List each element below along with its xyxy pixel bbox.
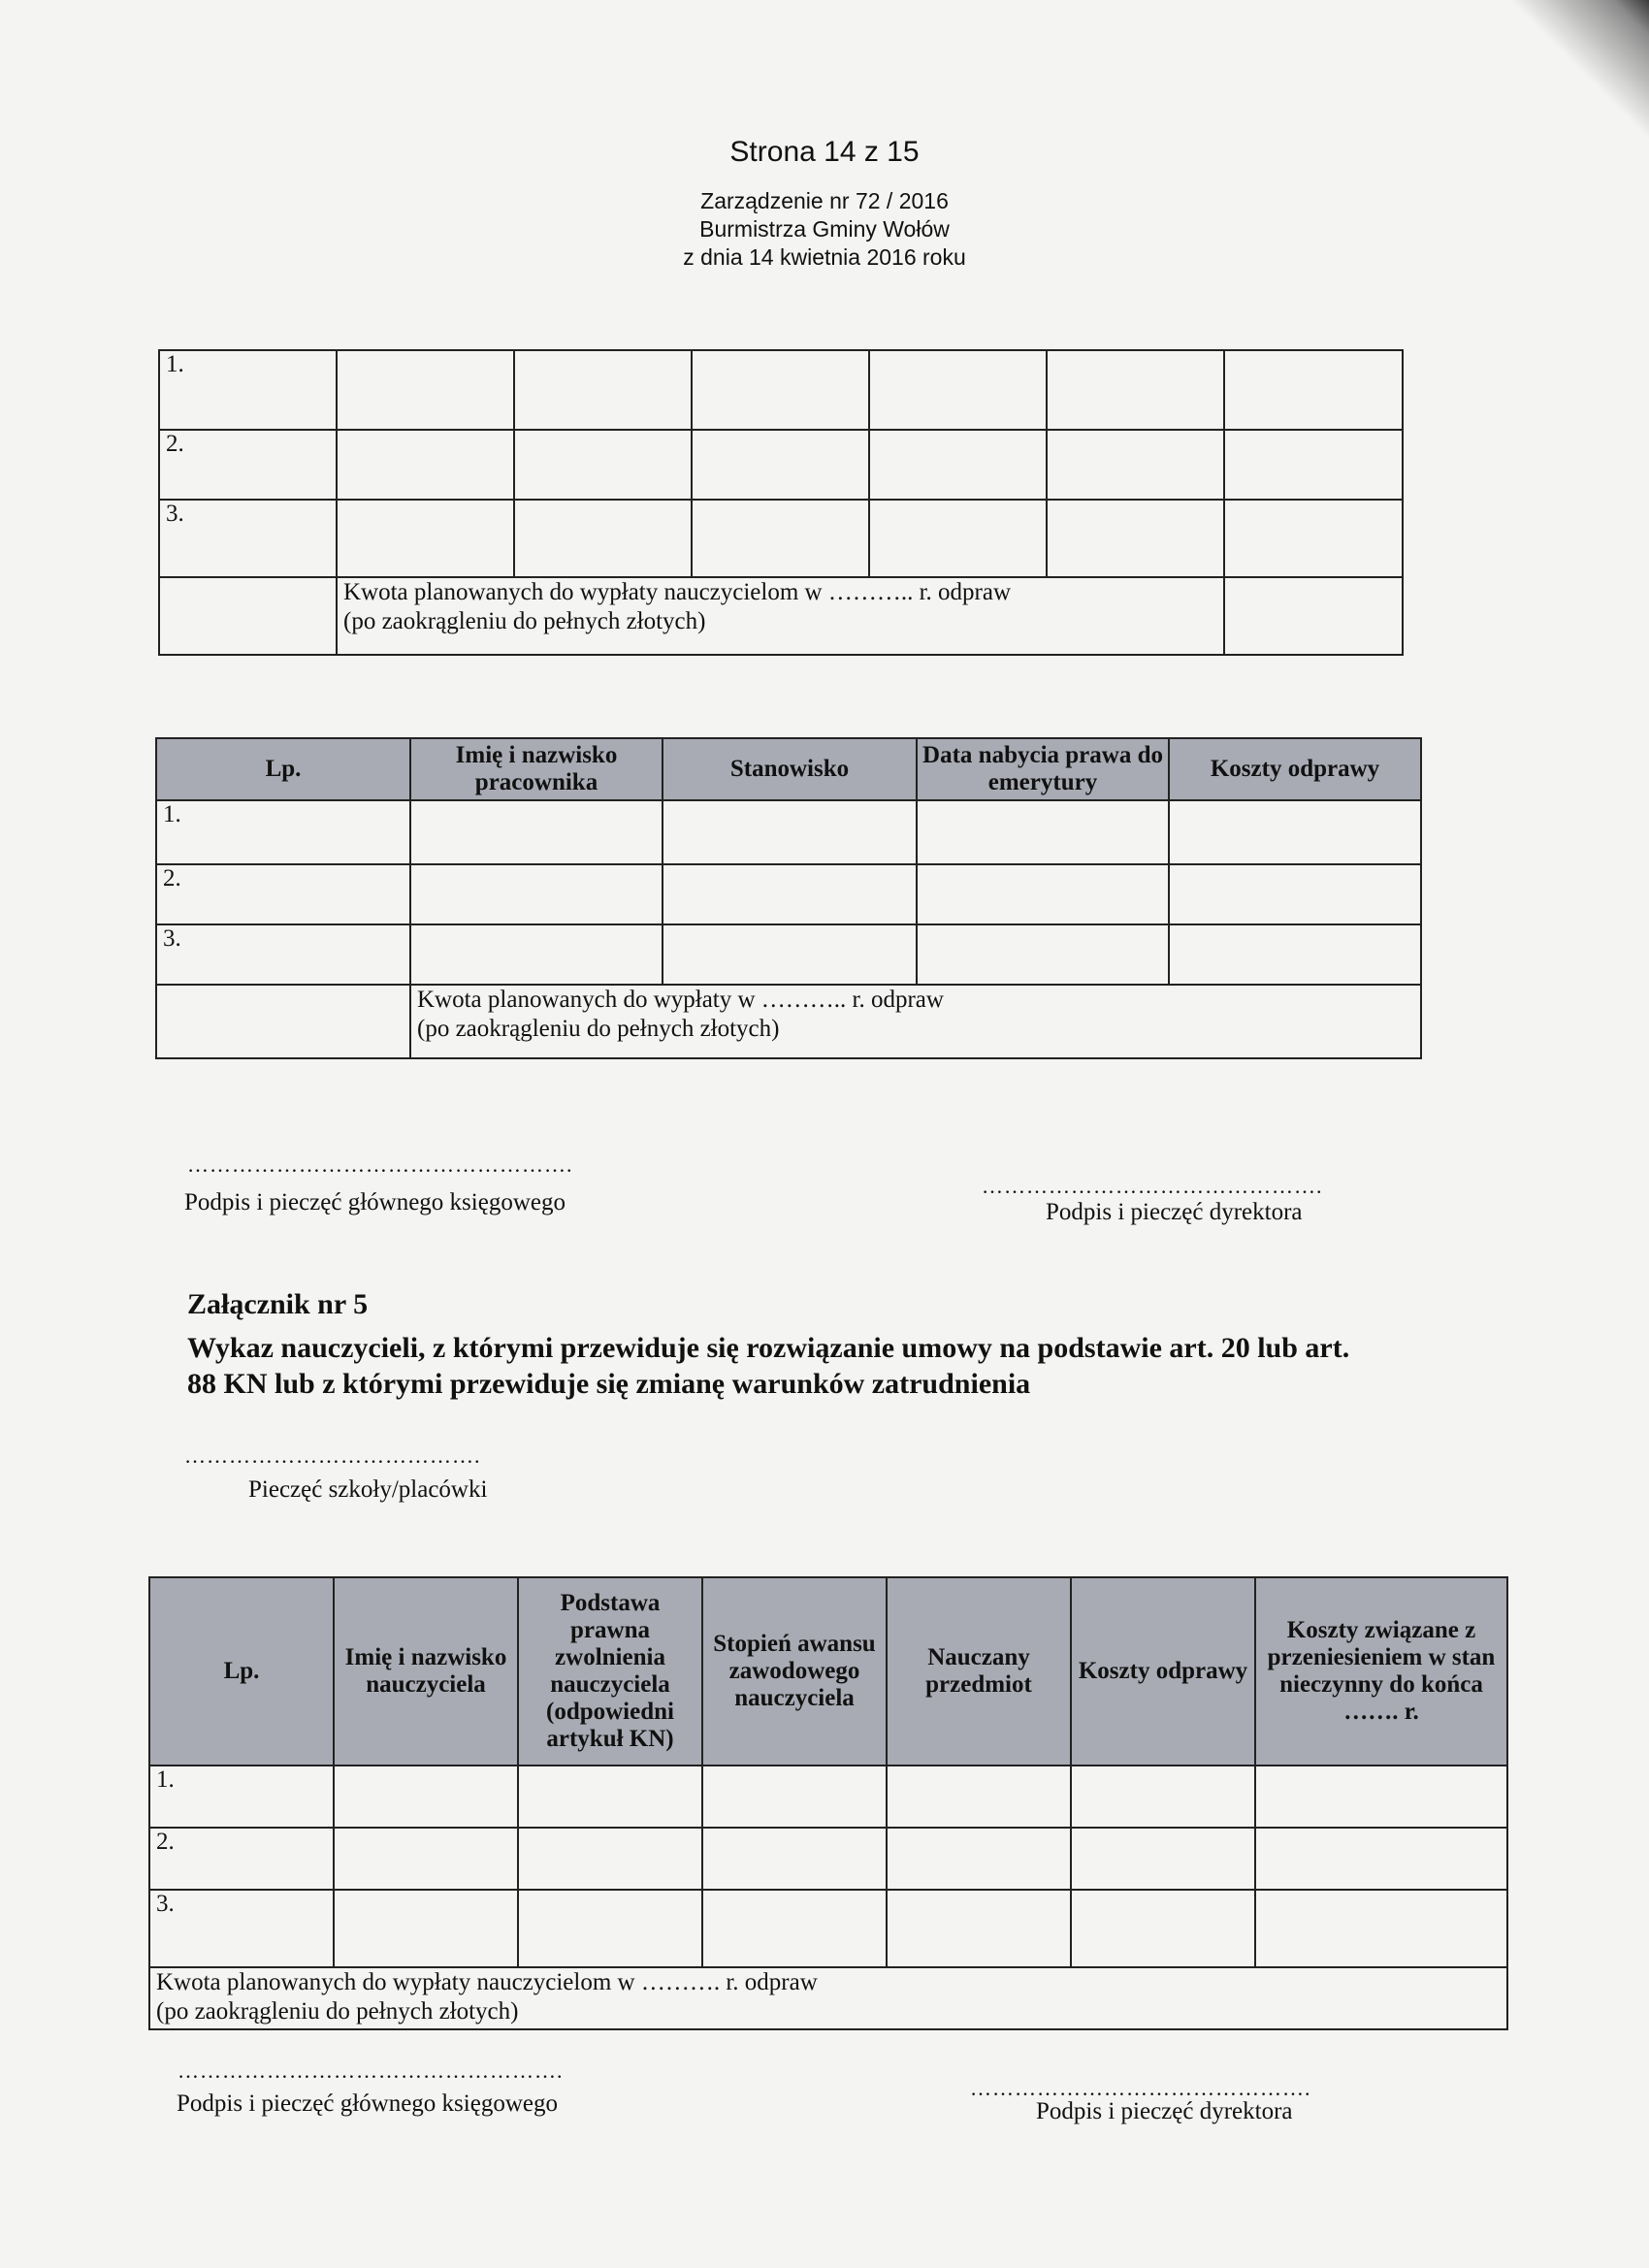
sum-label-line2: (po zaokrągleniu do pełnych złotych) xyxy=(156,1998,519,2025)
col-header-transfer-cost: Koszty związane z przeniesieniem w stan nieczynny do końca ……. r. xyxy=(1255,1577,1507,1766)
table-cell[interactable] xyxy=(887,1890,1071,1967)
table-cell[interactable] xyxy=(514,430,692,500)
table-cell[interactable] xyxy=(518,1766,702,1828)
row-number: 1. xyxy=(159,350,337,430)
row-number: 1. xyxy=(156,800,410,864)
sum-row xyxy=(156,985,1421,1058)
signature-line-accountant-2: ……………………………………………. xyxy=(178,2058,564,2083)
table-cell[interactable] xyxy=(1169,800,1421,864)
table-cell[interactable] xyxy=(518,1828,702,1890)
table-row xyxy=(159,350,1403,430)
signature-label-accountant-2: Podpis i pieczęć głównego księgowego xyxy=(177,2090,558,2117)
sum-label-line1: Kwota planowanych do wypłaty nauczycielom w ………. r. odpraw xyxy=(156,1969,818,1995)
table-row xyxy=(159,430,1403,500)
teacher-dismissal-table xyxy=(148,1576,1508,2030)
table-cell[interactable] xyxy=(1255,1828,1507,1890)
table-cell[interactable] xyxy=(1224,500,1403,577)
table-cell[interactable] xyxy=(663,924,917,985)
table-row xyxy=(149,1890,1507,1967)
table-cell[interactable] xyxy=(702,1890,887,1967)
annex-subtitle-line2: 88 KN lub z którymi przewiduje się zmianę warunków zatrudnienia xyxy=(187,1368,1031,1400)
table-cell[interactable] xyxy=(1224,350,1403,430)
table-cell[interactable] xyxy=(1047,350,1224,430)
sum-label xyxy=(410,985,1421,1058)
table-cell[interactable] xyxy=(1224,430,1403,500)
row-number: 1. xyxy=(149,1766,334,1828)
sum-label-line1: Kwota planowanych do wypłaty nauczycielom w ……….. r. odpraw xyxy=(343,579,1012,605)
table-cell[interactable] xyxy=(869,430,1047,500)
table-cell[interactable] xyxy=(514,350,692,430)
table-cell[interactable] xyxy=(514,500,692,577)
col-header-subject: Nauczany przedmiot xyxy=(887,1577,1071,1766)
stamp-line: …………………………………. xyxy=(184,1443,481,1468)
table-cell[interactable] xyxy=(334,1766,518,1828)
table-cell[interactable] xyxy=(692,350,869,430)
table-cell[interactable] xyxy=(1071,1828,1255,1890)
table-row xyxy=(156,864,1421,924)
table-cell[interactable] xyxy=(1047,430,1224,500)
row-number: 3. xyxy=(156,924,410,985)
table-header-row xyxy=(149,1577,1507,1766)
table-cell[interactable] xyxy=(337,500,514,577)
table-cell[interactable] xyxy=(337,350,514,430)
table-row xyxy=(156,800,1421,864)
table-cell[interactable] xyxy=(887,1766,1071,1828)
signature-line-accountant: ……………………………………………. xyxy=(187,1152,573,1177)
table-cell[interactable] xyxy=(917,924,1169,985)
annex-subtitle-line1: Wykaz nauczycieli, z którymi przewiduje się rozwiązanie umowy na podstawie art. 20 lub art. xyxy=(187,1332,1350,1364)
table-cell[interactable] xyxy=(692,430,869,500)
table-cell[interactable] xyxy=(410,924,663,985)
table-cell[interactable] xyxy=(887,1828,1071,1890)
table-row xyxy=(156,924,1421,985)
table-cell[interactable] xyxy=(1169,924,1421,985)
table-cell[interactable] xyxy=(917,800,1169,864)
table-cell[interactable] xyxy=(334,1828,518,1890)
table-cell[interactable] xyxy=(410,864,663,924)
col-header-name: Imię i nazwisko pracownika xyxy=(410,738,663,800)
table-row xyxy=(149,1828,1507,1890)
table-cell[interactable] xyxy=(702,1828,887,1890)
col-header-severance-cost: Koszty odprawy xyxy=(1169,738,1421,800)
signature-label-director: Podpis i pieczęć dyrektora xyxy=(1046,1199,1303,1225)
table-cell[interactable] xyxy=(1169,864,1421,924)
col-header-position: Stanowisko xyxy=(663,738,917,800)
col-header-retirement-date: Data nabycia prawa do emerytury xyxy=(917,738,1169,800)
sum-label-line1: Kwota planowanych do wypłaty w ……….. r. odpraw xyxy=(417,987,944,1013)
col-header-severance-cost: Koszty odprawy xyxy=(1071,1577,1255,1766)
table-row xyxy=(149,1766,1507,1828)
signature-line-director-2: ………………………………………. xyxy=(970,2076,1311,2100)
table-cell[interactable] xyxy=(410,800,663,864)
row-number: 2. xyxy=(149,1828,334,1890)
row-number: 2. xyxy=(159,430,337,500)
sum-label-line2: (po zaokrągleniu do pełnych złotych) xyxy=(343,608,706,634)
row-number: 3. xyxy=(149,1890,334,1967)
col-header-promotion-level: Stopień awansu zawodowego nauczyciela xyxy=(702,1577,887,1766)
sum-label xyxy=(337,577,1224,655)
ordinance-number: Zarządzenie nr 72 / 2016 xyxy=(700,188,949,213)
sum-row xyxy=(149,1967,1507,2029)
annex-title: Załącznik nr 5 xyxy=(187,1288,369,1320)
teacher-severance-table-continued xyxy=(158,349,1404,656)
table-header-row xyxy=(156,738,1421,800)
col-header-lp: Lp. xyxy=(149,1577,334,1766)
table-cell[interactable] xyxy=(663,800,917,864)
table-cell[interactable] xyxy=(702,1766,887,1828)
table-cell[interactable] xyxy=(869,500,1047,577)
table-cell[interactable] xyxy=(663,864,917,924)
staff-retirement-table xyxy=(155,737,1422,1059)
table-cell[interactable] xyxy=(1255,1766,1507,1828)
sum-amount-cell[interactable] xyxy=(1224,577,1403,655)
sum-row xyxy=(159,577,1403,655)
table-cell[interactable] xyxy=(869,350,1047,430)
signature-label-director-2: Podpis i pieczęć dyrektora xyxy=(1036,2098,1293,2124)
col-header-lp: Lp. xyxy=(156,738,410,800)
sum-label xyxy=(149,1967,1507,2029)
page-number: Strona 14 z 15 xyxy=(729,136,920,168)
ordinance-date: z dnia 14 kwietnia 2016 roku xyxy=(683,244,966,270)
signature-label-accountant: Podpis i pieczęć głównego księgowego xyxy=(184,1189,566,1215)
col-header-legal-basis: Podstawa prawna zwolnienia nauczyciela (odpowiedni artykuł KN) xyxy=(518,1577,702,1766)
row-number: 3. xyxy=(159,500,337,577)
table-cell[interactable] xyxy=(917,864,1169,924)
table-cell[interactable] xyxy=(337,430,514,500)
table-cell[interactable] xyxy=(1047,500,1224,577)
table-cell[interactable] xyxy=(518,1890,702,1967)
table-cell[interactable] xyxy=(1071,1766,1255,1828)
stamp-label: Pieczęć szkoły/placówki xyxy=(248,1476,488,1503)
ordinance-issuer: Burmistrza Gminy Wołów xyxy=(699,216,950,242)
table-cell[interactable] xyxy=(1071,1890,1255,1967)
table-row xyxy=(159,500,1403,577)
table-cell[interactable] xyxy=(692,500,869,577)
table-cell[interactable] xyxy=(334,1890,518,1967)
signature-line-director: ………………………………………. xyxy=(982,1174,1323,1198)
col-header-teacher-name: Imię i nazwisko nauczyciela xyxy=(334,1577,518,1766)
sum-label-line2: (po zaokrągleniu do pełnych złotych) xyxy=(417,1016,780,1042)
row-number: 2. xyxy=(156,864,410,924)
table-cell[interactable] xyxy=(1255,1890,1507,1967)
